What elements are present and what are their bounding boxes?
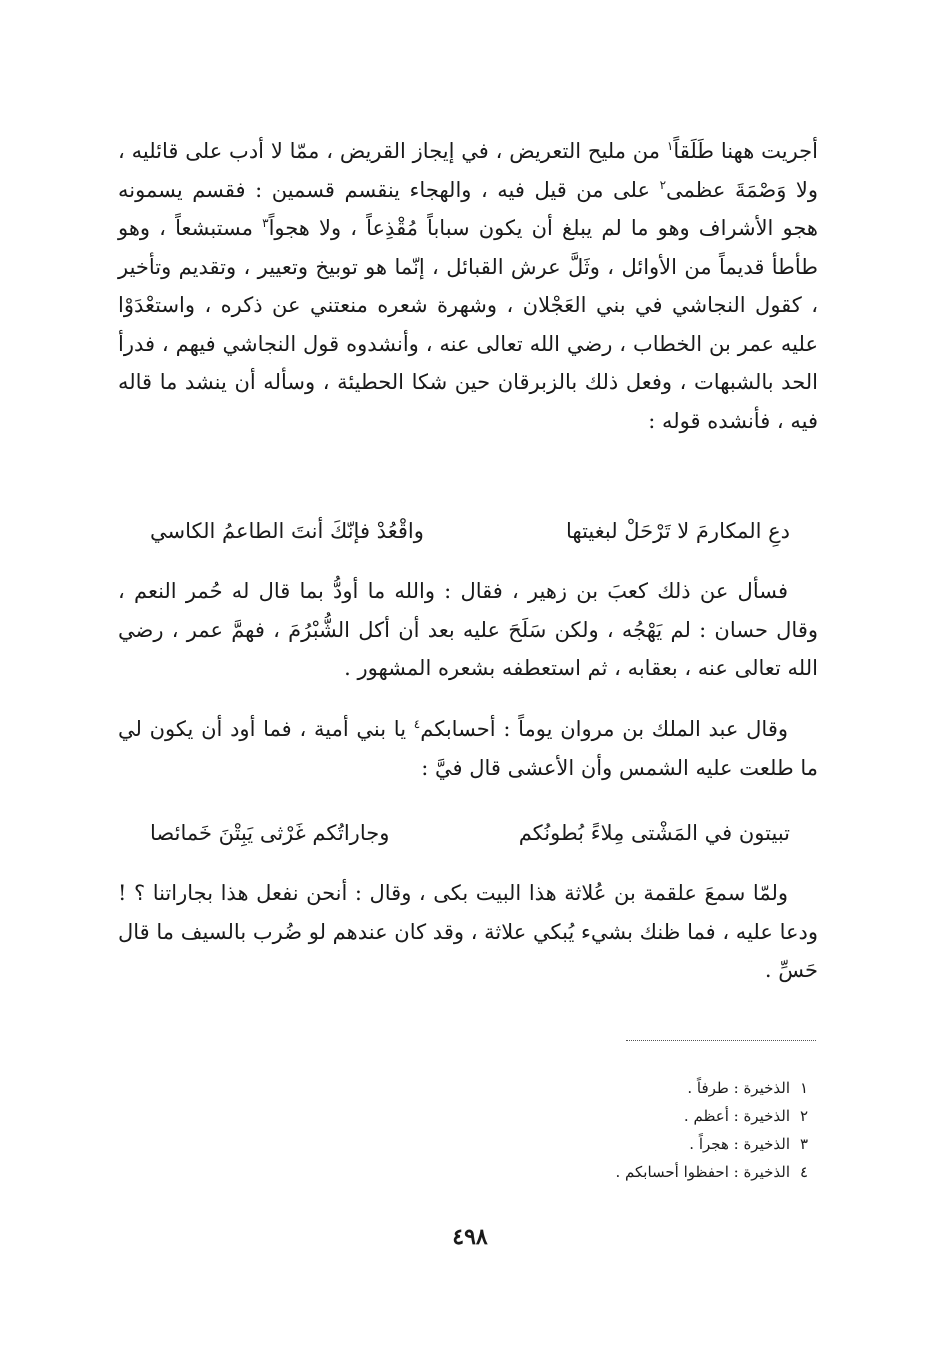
page-number: ٤٩٨ (452, 1224, 488, 1250)
footnote-item (615, 1074, 808, 1102)
verse-first-hemistich: دعِ المكارمَ لا تَرْحَلْ لبغيتها (565, 519, 790, 543)
footnotes (615, 1074, 808, 1186)
footnote-number: ٢ (799, 1107, 808, 1125)
footnote-number: ١ (799, 1079, 808, 1097)
verse-asha (150, 816, 790, 850)
footnote-ref-1: ١ (666, 139, 674, 153)
verse-second-hemistich: واقْعُدْ فإنّكَ أنتَ الطاعمُ الكاسي (150, 519, 424, 543)
verse-hutaya (150, 514, 790, 548)
footnote-number: ٣ (799, 1135, 808, 1153)
footnote-text: الذخيرة : أعظم . (683, 1107, 790, 1125)
text-run: مستبشعاً ، وهو طأطأ قديماً من الأوائل ، وثَلَّ عرش القبائل ، إنّما هو توبيخ وتعيير ، وتقديم وتأخير ، كقول النجاشي في بني العَجْلان ، وشهرة شعره منعتني عن ذكره ، واستعْدَوْا عليه عمر بن الخطاب ، رضي الله تعالى عنه ، وأنشدوه قول النجاشي فيهم ، فدرأ الحد بالشبهات ، وفعل ذلك بالزبرقان حين شكا الحطيئة ، وسأله أن ينشد ما قاله فيه ، فأنشده قوله : (118, 216, 818, 433)
footnote-item (615, 1102, 808, 1130)
footnote-text: الذخيرة : هجراً . (689, 1135, 790, 1153)
footnote-ref-4: ٤ (413, 717, 421, 731)
verse-second-hemistich: وجاراتُكم غَرْثى يَبِتْنَ خَمائصا (150, 821, 390, 845)
paragraph-hija-types (118, 132, 818, 440)
paragraph-kaab-hassan (118, 572, 818, 688)
footnote-item (615, 1158, 808, 1186)
footnote-item (615, 1130, 808, 1158)
verse-first-hemistich: تبيتون في المَشْتى مِلاءً بُطونُكم (518, 821, 790, 845)
text-run: وقال عبد الملك بن مروان يوماً : أحسابكم (420, 717, 788, 741)
text-run: من مليح التعريض ، في إيجاز القريض ، ممّا لا أدب على قائليه ، ولا وَصْمَةَ عظمى (118, 139, 818, 202)
text-run: على من قيل فيه ، والهجاء ينقسم قسمين : فقسم يسمونه هجو الأشراف وهو ما لم يبلغ أن يكون سباباً مُقْذِعاً ، ولا هجواً (118, 177, 818, 240)
paragraph-text: ولمّا سمعَ علقمة بن عُلاثة هذا البيت بكى ، وقال : أنحن نفعل هذا بجاراتنا ؟ ! ودعا عليه ، فما ظنك بشيء يُبكي علاثة ، وقد كان عندهم لو ضُرب بالسيف ما قال حَسِّ . (118, 881, 818, 982)
paragraph-abd-al-malik (118, 710, 818, 787)
text-run: أجريت ههنا طَلَقاً (673, 139, 818, 163)
footnote-ref-2: ٢ (659, 177, 667, 192)
paragraph-text (118, 132, 818, 440)
footnote-text: الذخيرة : احفظوا أحسابكم . (615, 1163, 790, 1181)
footnote-text: الذخيرة : طرفاً . (687, 1079, 790, 1097)
footnote-separator (626, 1040, 816, 1041)
footnote-number: ٤ (799, 1163, 808, 1181)
paragraph-text: فسأل عن ذلك كعبَ بن زهير ، فقال : والله ما أودُّ بما قال له حُمر النعم ، وقال حسان : لم يَهْجُه ، ولكن سَلَحَ عليه بعد أن أكل الشُّبْرُمَ ، فهمَّ عمر ، رضي الله تعالى عنه ، بعقابه ، ثم استعطفه بشعره المشهور . (118, 579, 818, 680)
text-run: يا بني أمية ، فما أود أن يكون لي ما طلعت عليه الشمس وأن الأعشى قال فيَّ : (118, 717, 818, 780)
paragraph-text (118, 710, 818, 787)
paragraph-alqama (118, 874, 818, 990)
footnote-ref-3: ٣ (262, 216, 269, 230)
